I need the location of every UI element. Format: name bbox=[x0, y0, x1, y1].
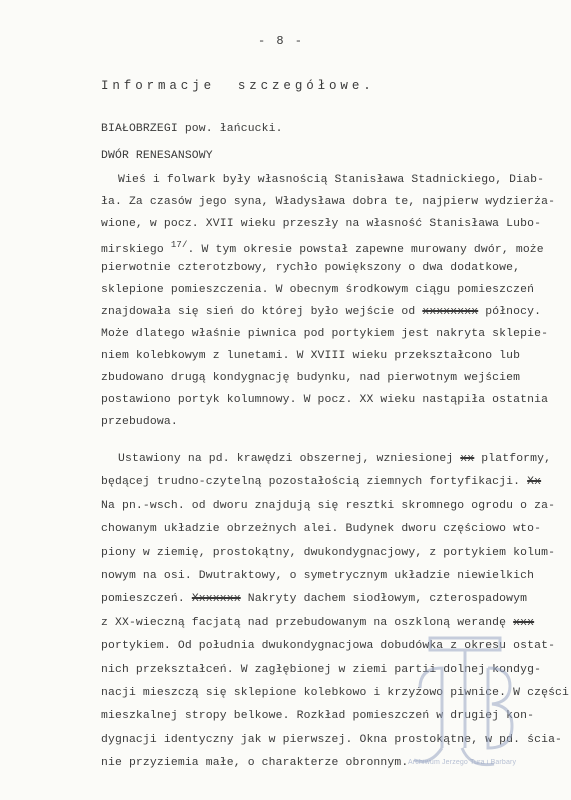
location-title: BIAŁOBRZEGI pow. łańcucki. bbox=[101, 123, 283, 135]
text-line: portykiem. Od południa dwukondygnacjowa dobudówka z okresu ostat- bbox=[101, 640, 556, 653]
text-line: Na pn.-wsch. od dworu znajdują się resztki skromnego ogrodu o za- bbox=[101, 499, 556, 512]
text-segment: platformy, bbox=[474, 453, 552, 465]
text-segment: będącej trudno-czytelną pozostałością ziemnych fortyfikacji. bbox=[101, 476, 528, 489]
text-line bbox=[101, 617, 534, 629]
text-line: Wieś i folwark były własnością Stanisława Stadnickiego, Diab- bbox=[118, 174, 545, 186]
text-segment: pomieszczeń. bbox=[101, 593, 192, 606]
text-line: nacji mieszczą się sklepione kolebkowo i krzyżowo piwnice. W części bbox=[101, 687, 570, 699]
text-line bbox=[118, 453, 551, 465]
text-line: Może dlatego właśnie piwnica pod portykiem jest nakryta sklepie- bbox=[101, 328, 549, 340]
text-line: zbudowano drugą kondygnację budynku, nad pierwotnym wejściem bbox=[101, 372, 521, 384]
text-segment: z XX-wieczną facjatą nad przebudowanym na oszkloną werandę bbox=[101, 616, 514, 629]
text-line bbox=[101, 306, 541, 318]
text-line bbox=[101, 593, 527, 605]
archive-watermark-logo bbox=[400, 628, 530, 778]
struck-out-text: xxxxxxxx bbox=[422, 306, 479, 318]
footnote-reference: 17/ bbox=[170, 240, 188, 250]
text-segment: znajdowała się sień do której było wejście od bbox=[101, 306, 423, 318]
text-line: dygnacji identyczny jak w pierwszej. Okna prostokątne, w pd. ścia- bbox=[101, 733, 563, 746]
text-line: niem kolebkowym z lunetami. W XVIII wieku przekształcono lub bbox=[101, 350, 521, 362]
text-line: nich przekształceń. W zagłębionej w ziemi partii dolnej kondyg- bbox=[101, 663, 542, 676]
text-line: przebudowa. bbox=[101, 416, 178, 428]
text-line: chowanym układzie obrzeżnych alei. Budynek dworu częściowo wto- bbox=[101, 523, 542, 536]
text-line bbox=[101, 476, 541, 488]
text-line: nie przyziemia małe, o charakterze obronnym. bbox=[101, 757, 409, 770]
text-line bbox=[101, 240, 544, 256]
text-segment: mirskiego bbox=[101, 244, 171, 256]
text-line: mieszkalnej stropy belkowe. Rozkład pomieszczeń w drugiej kon- bbox=[101, 710, 535, 723]
watermark-caption: Archiwum Jerzego Tura i Barbary bbox=[408, 759, 517, 766]
text-segment: Nakryty dachem siodłowym, czterospadowym bbox=[240, 593, 528, 606]
building-subtitle: DWÓR RENESANSOWY bbox=[101, 150, 213, 162]
text-line: ła. Za czasów jego syna, Władysława dobra te, najpierw wydzierża- bbox=[101, 196, 556, 208]
text-segment: . W tym okresie powstał zapewne murowany dwór, może bbox=[187, 244, 544, 256]
text-line: postawiono portyk kolumnowy. W pocz. XX wieku nastąpiła ostatnia bbox=[101, 394, 549, 406]
text-line: piony w ziemię, prostokątny, dwukondygnacjowy, z portykiem kolum- bbox=[101, 546, 556, 559]
section-heading: Informacje szczegółowe. bbox=[101, 79, 375, 93]
text-segment: północy. bbox=[478, 306, 542, 318]
struck-out-text: Xx bbox=[527, 476, 542, 489]
struck-out-text: xxx bbox=[513, 616, 535, 629]
struck-out-text: xx bbox=[460, 453, 475, 465]
text-line: pierwotnie czterotzbowy, rychło powiększony o dwa dodatkowe, bbox=[101, 262, 521, 274]
text-segment: Ustawiony na pd. krawędzi obszernej, wzniesionej bbox=[118, 453, 461, 465]
text-line: sklepione pomieszczenia. W obecnym środkowym ciągu pomieszczeń bbox=[101, 284, 535, 296]
text-line: nowym na osi. Dwutraktowy, o symetrycznym układzie niewielkich bbox=[101, 570, 535, 582]
page-number: - 8 - bbox=[258, 34, 305, 48]
struck-out-text: Xxxxxxx bbox=[191, 593, 241, 606]
text-line: wione, w pocz. XVII wieku przeszły na własność Stanisława Lubo- bbox=[101, 218, 542, 230]
